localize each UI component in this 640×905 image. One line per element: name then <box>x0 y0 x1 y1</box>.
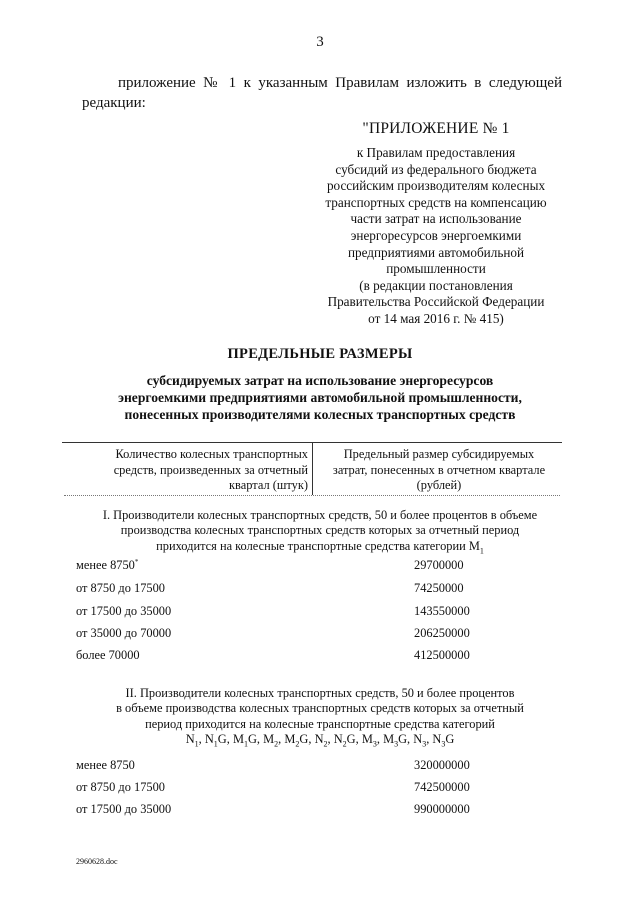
category-subscript: 1 <box>243 739 248 749</box>
category-base: N <box>432 731 442 746</box>
table-row-value: 206250000 <box>414 626 470 640</box>
category-suffix: , <box>426 731 433 746</box>
appendix-line: от 14 мая 2016 г. № 415) <box>368 310 504 326</box>
appendix-line: транспортных средств на компенсацию <box>325 194 547 210</box>
table-row-label: от 8750 до 17500 <box>76 581 165 595</box>
category-subscript: 3 <box>372 739 377 749</box>
category-base: N <box>314 731 324 746</box>
table-row-value: 742500000 <box>414 780 470 794</box>
appendix-line: предприятиями автомобильной <box>347 244 525 260</box>
vehicle-category <box>263 731 285 749</box>
category-base: M <box>361 731 373 746</box>
category-subscript: 3 <box>441 739 446 749</box>
footer-file-code: 2960628.doc <box>76 857 118 866</box>
category-suffix: G <box>445 731 455 746</box>
vehicle-category <box>432 731 455 749</box>
category-base: M <box>284 731 296 746</box>
vehicle-category <box>413 731 433 749</box>
category-base: M <box>263 731 275 746</box>
appendix-line: (в редакции постановления <box>359 277 513 293</box>
document-subtitle <box>60 372 580 423</box>
appendix-reference-block <box>298 145 574 328</box>
table-row-value: 29700000 <box>414 558 464 572</box>
header-line: затрат, понесенных в отчетном квартале <box>332 462 546 477</box>
appendix-line: промышленности <box>386 261 486 277</box>
vehicle-category <box>185 731 205 749</box>
table-row-label: от 17500 до 35000 <box>76 604 172 618</box>
appendix-line: энергоресурсов энергоемкими <box>350 227 522 243</box>
category-subscript: 2 <box>274 739 279 749</box>
appendix-line: российским производителям колесных <box>326 178 546 194</box>
vehicle-category <box>314 731 334 749</box>
table-bottom-rule <box>64 495 560 496</box>
table-row-value: 412500000 <box>414 648 470 662</box>
section-line: I. Производители колесных транспортных средств, 50 и более процентов в объеме <box>102 508 538 522</box>
table-header-quantity <box>66 447 308 494</box>
table-row-label: менее 8750 <box>76 758 135 772</box>
row-label-text: менее 8750 <box>76 558 135 573</box>
intro-text-line-1: приложение № 1 к указанным Правилам изложить в следующей <box>118 75 562 91</box>
appendix-line: части затрат на использование <box>350 211 522 227</box>
category-suffix: , <box>278 731 285 746</box>
category-base: M <box>232 731 244 746</box>
document-title: ПРЕДЕЛЬНЫЕ РАЗМЕРЫ <box>227 346 413 362</box>
vehicle-categories <box>60 732 580 752</box>
vehicle-category <box>383 731 414 749</box>
category-subscript: 1 <box>213 739 218 749</box>
appendix-title: "ПРИЛОЖЕНИЕ № 1 <box>362 120 510 137</box>
intro-text-line-2: редакции: <box>82 95 146 111</box>
vehicle-category <box>204 731 233 749</box>
category-subscript: 3 <box>394 739 399 749</box>
subtitle-line: понесенных производителями колесных транспортных средств <box>124 407 516 422</box>
header-line: квартал (штук) <box>229 478 308 492</box>
section-line-text: приходится на колесные транспортные средства категории M <box>156 538 480 553</box>
table-row-value: 143550000 <box>414 604 470 618</box>
category-suffix: G, <box>217 731 233 746</box>
category-subscript: 2 <box>323 739 328 749</box>
category-base: N <box>413 731 423 746</box>
category-subscript: 1 <box>479 546 484 556</box>
header-line: (рублей) <box>416 478 462 492</box>
table-row-label: от 17500 до 35000 <box>76 802 172 816</box>
category-subscript: 3 <box>422 739 427 749</box>
category-suffix: , <box>327 731 334 746</box>
section-line: в объеме производства колесных транспортных средств которых за отчетный <box>116 701 524 716</box>
category-suffix: , <box>198 731 205 746</box>
section-line <box>60 539 580 559</box>
table-row-label: более 70000 <box>76 648 140 662</box>
footnote-mark: * <box>134 558 139 566</box>
category-suffix: G, <box>398 731 414 746</box>
category-base: N <box>333 731 343 746</box>
appendix-line: Правительства Российской Федерации <box>327 294 545 310</box>
vehicle-category <box>361 731 384 749</box>
table-column-divider <box>312 443 313 495</box>
subtitle-line: субсидируемых затрат на использование энергоресурсов <box>146 373 494 388</box>
page-number: 3 <box>316 34 324 50</box>
table-row-value: 990000000 <box>414 802 470 816</box>
section-1-heading <box>60 508 580 558</box>
header-line: Количество колесных транспортных <box>115 447 308 461</box>
table-header-limit <box>316 447 562 494</box>
section-line: период приходится на колесные транспортные средства категорий <box>145 716 495 731</box>
table-row-label: от 35000 до 70000 <box>76 626 172 640</box>
category-subscript: 2 <box>342 739 347 749</box>
category-suffix: G, <box>247 731 264 746</box>
table-row-value: 74250000 <box>414 581 464 595</box>
vehicle-category <box>284 731 315 749</box>
category-suffix: , <box>376 731 384 746</box>
header-line: Предельный размер субсидируемых <box>343 447 535 461</box>
category-suffix: G, <box>299 731 315 746</box>
category-subscript: 2 <box>295 739 300 749</box>
vehicle-category <box>333 731 362 749</box>
table-row-label <box>76 558 138 573</box>
category-suffix: G, <box>346 731 362 746</box>
appendix-line: субсидий из федерального бюджета <box>335 161 537 177</box>
table-row-value: 320000000 <box>414 758 470 772</box>
category-base: M <box>383 731 395 746</box>
table-row-label: от 8750 до 17500 <box>76 780 165 794</box>
category-base: N <box>185 731 195 746</box>
category-base: N <box>204 731 214 746</box>
section-2-heading <box>60 686 580 752</box>
appendix-line: к Правилам предоставления <box>356 145 516 160</box>
category-subscript: 1 <box>194 739 199 749</box>
header-line: средств, произведенных за отчетный <box>113 462 308 477</box>
vehicle-category <box>232 731 264 749</box>
section-line: II. Производители колесных транспортных средств, 50 и более процентов <box>125 686 515 700</box>
section-line: производства колесных транспортных средств которых за отчетный период <box>120 523 520 538</box>
subtitle-line: энергоемкими предприятиями автомобильной промышленности, <box>118 390 522 405</box>
